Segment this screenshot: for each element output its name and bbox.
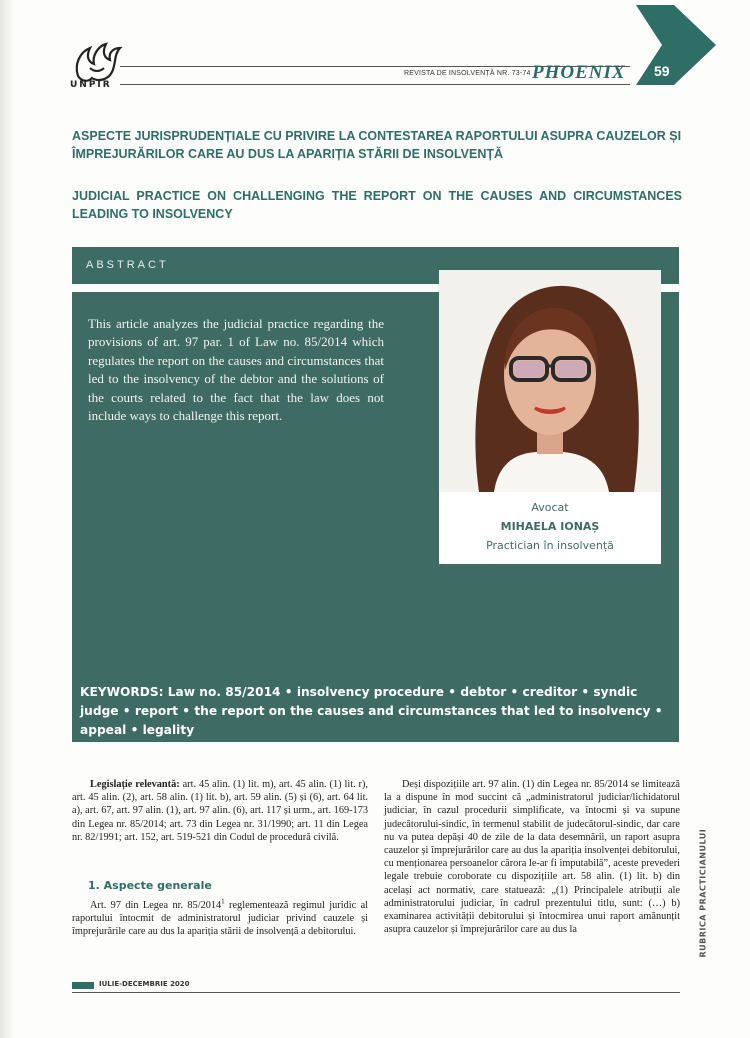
footer-date: IULIE-DECEMBRIE 2020: [99, 980, 190, 988]
paragraph-1: [72, 899, 368, 939]
legislation-paragraph: [72, 778, 368, 844]
keywords: KEYWORDS: Law no. 85/2014 • insolvency procedure • debtor • creditor • syndic judge • report • the report on the causes and circumstances that led to insolvency • appeal • legality: [80, 685, 663, 737]
author-photo: [439, 270, 661, 492]
page-number: 59: [654, 63, 670, 79]
logo-text: UNPIR: [70, 80, 112, 90]
body-column-left: [72, 778, 368, 844]
footnote-ref[interactable]: 1: [221, 897, 225, 906]
section-heading: 1. Aspecte generale: [88, 879, 212, 892]
brand-title: PHOENIX: [532, 62, 626, 83]
side-section-text: RUBRICA PRACTICIANULUI: [698, 828, 708, 958]
author-role: Avocat: [531, 501, 569, 514]
legislation-label: Legislație relevantă:: [90, 779, 180, 790]
body-column-right: [384, 778, 680, 936]
paragraph-1-rest: reglementează regimul juridic al raportului întocmit de administratorul judiciar privind cauzele și împrejurările care au dus la apariția stării de insolvență a debitorului.: [72, 900, 368, 938]
legislation-text: art. 45 alin. (1) lit. m), art. 45 alin. (1) lit. r), art. 45 alin. (2), art. 58 alin. (1) lit. b), art. 59 alin. (5) și (6), art. 64 lit. a), art. 67, art. 97 alin. (1), art. 97 alin. (6), art. 117 și urm., art. 169-173 din Legea nr. 85/2014; art. 73 din Legea nr. 31/1990; art. 11 din Legea nr. 82/1991; art. 152, art. 519-521 din Codul de procedură civilă.: [72, 779, 368, 843]
footer-accent-bar: [72, 982, 94, 989]
header-rule-bottom: [120, 84, 630, 85]
page-tab-arrow-icon: [636, 5, 716, 85]
author-portrait-icon: [439, 270, 661, 492]
paragraph-1-start: Art. 97 din Legea nr. 85/2014: [90, 900, 222, 911]
side-section-label: [694, 812, 708, 962]
article-title-english: JUDICIAL PRACTICE ON CHALLENGING THE REPORT ON THE CAUSES AND CIRCUMSTANCES LEADING TO INSOLVENCY: [72, 189, 682, 221]
body-column-left-continued: [72, 899, 368, 939]
abstract-heading: ABSTRACT: [86, 259, 169, 271]
page-shadow: [0, 0, 14, 1038]
footer-rule: [72, 992, 680, 993]
author-name: MIHAELA IONAȘ: [500, 520, 600, 533]
abstract-text: This article analyzes the judicial practice regarding the provisions of art. 97 par. 1 of Law no. 85/2014 which regulates the report on the causes and circumstances that led to the insolvency of the debtor and the solutions of the courts related to the fact that the law does not include ways to challenge this report.: [88, 316, 384, 424]
paragraph-2: Deși dispozițiile art. 97 alin. (1) din Legea nr. 85/2014 se limitează la a dispune în mod succint că „administratorul judiciar/lichidatorul judiciar, în cazul procedurii simplificate, va întocmi și va supune judecătorului-sindic, în termenul stabilit de judecătorul-sindic, dar care nu va putea depăși 40 de zile de la data desemnării, un raport asupra cauzelor și împrejurărilor care au dus la apariția insolvenței debitorului, cu menționarea persoanelor cărora le-ar fi imputabilă”, aceste prevederi legale trebuie coroborate cu dispozițiile art. 58 alin. (1) lit. b) din același act normativ, care statuează: „(1) Principalele atribuții ale administratorului judiciar, în cadrul prezentului titlu, sunt: (…) b) examinarea activității debitorului și întocmirea unui raport amănunțit asupra cauzelor și împrejurărilor care au dus la: [384, 779, 680, 936]
journal-name: REVISTA DE INSOLVENȚĂ NR. 73-74: [404, 70, 531, 77]
author-title: Practician în insolvență: [486, 539, 614, 552]
article-title-romanian: ASPECTE JURISPRUDENȚIALE CU PRIVIRE LA CONTESTAREA RAPORTULUI ASUPRA CAUZELOR ȘI ÎMPREJURĂRILOR CARE AU DUS LA APARIȚIA STĂRII DE INSOLVENȚĂ: [72, 129, 682, 161]
